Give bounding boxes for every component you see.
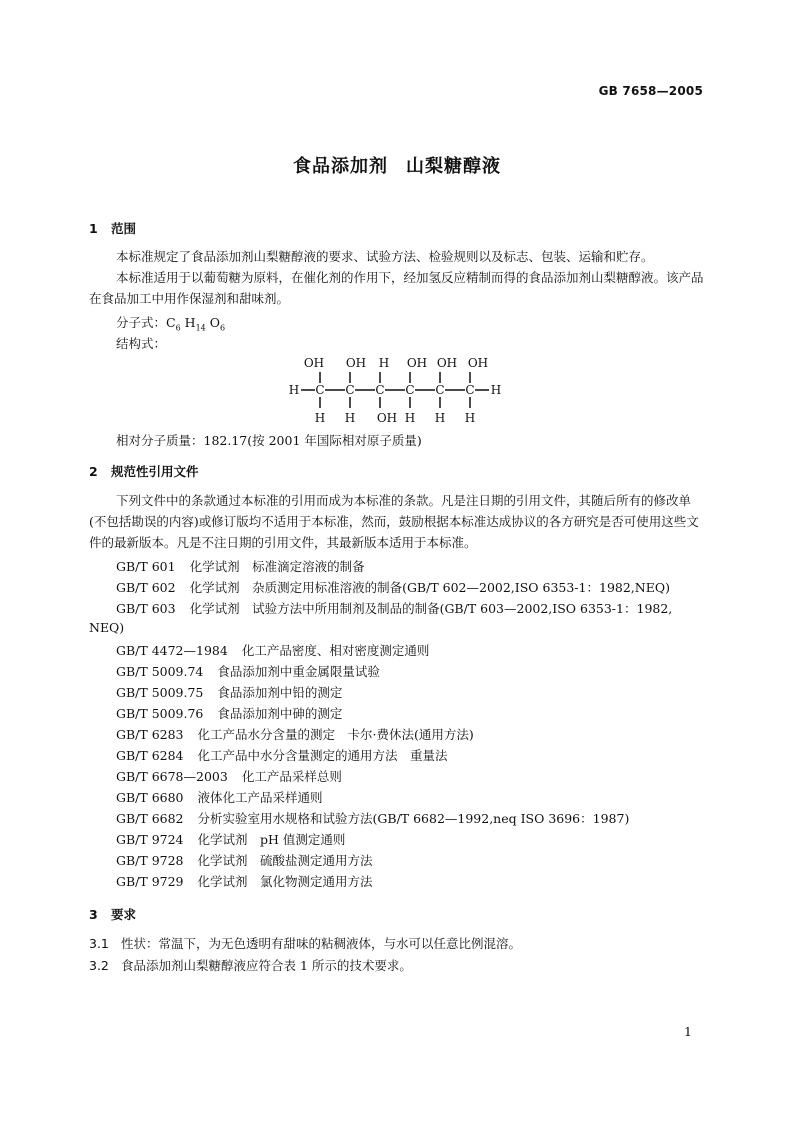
reference-item: GB/T 9728 化学试剂 硫酸盐测定通用方法 [116, 853, 373, 868]
bottom-group-2: H [344, 411, 356, 425]
reference-item: GB/T 5009.76 食品添加剂中砷的测定 [116, 706, 343, 721]
document-title [0, 152, 794, 178]
top-group-6: OH [467, 356, 489, 370]
carbon-3: C [375, 383, 385, 397]
bottom-group-6: H [464, 411, 476, 425]
reference-item: GB/T 602 化学试剂 杂质测定用标准溶液的制备(GB/T 602—2002,ISO 6353-1：1982,NEQ) [116, 580, 670, 595]
reference-item: GB/T 6680 液体化工产品采样通则 [116, 790, 323, 805]
carbon-2: C [345, 383, 355, 397]
section1-p2-text: 本标准适用于以葡萄糖为原料，在催化剂的作用下，经加氢反应精制而得的食品添加剂山梨糖醇液。该产品在食品加工中用作保湿剂和甜味剂。 [89, 270, 704, 306]
chain-left-h: H [288, 383, 300, 397]
section2-title: 规范性引用文件 [111, 464, 199, 479]
reference-item: GB/T 601 化学试剂 标准滴定溶液的制备 [116, 559, 365, 574]
carbon-4: C [405, 383, 415, 397]
structure-label: 结构式： [116, 336, 167, 351]
reference-item-continuation: NEQ) [89, 620, 125, 635]
carbon-5: C [435, 383, 445, 397]
title-part2: 山梨糖醇液 [406, 156, 501, 177]
reference-item: GB/T 6682 分析实验室用水规格和试验方法(GB/T 6682—1992,neq ISO 3696：1987) [116, 811, 630, 826]
reference-item: GB/T 6678—2003 化工产品采样总则 [116, 769, 342, 784]
structural-formula [280, 352, 520, 430]
top-group-1: OH [303, 356, 325, 370]
reference-item: GB/T 9729 化学试剂 氯化物测定通用方法 [116, 874, 373, 889]
carbon-6: C [465, 383, 475, 397]
reference-item: GB/T 5009.75 食品添加剂中铅的测定 [116, 685, 343, 700]
section2-intro-text: 下列文件中的条款通过本标准的引用而成为本标准的条款。凡是注日期的引用文件，其随后所有的修改单(不包括勘误的内容)或修订版均不适用于本标准，然而，鼓励根据本标准达成协议的各方研究是否可使用这些文件的最新版本。凡是不注日期的引用文件，其最新版本适用于本标准。 [89, 493, 699, 550]
section1-p1-text: 本标准规定了食品添加剂山梨糖醇液的要求、试验方法、检验规则以及标志、包装、运输和贮存。 [116, 249, 654, 264]
section2-intro [89, 490, 705, 553]
top-group-2: OH [345, 356, 367, 370]
reference-item: GB/T 6284 化工产品中水分含量测定的通用方法 重量法 [116, 748, 448, 763]
section2-heading [89, 462, 199, 480]
bottom-group-3: OH [376, 411, 398, 425]
requirement-item: 3.2 食品添加剂山梨糖醇液应符合表 1 所示的技术要求。 [89, 958, 412, 973]
title-part1: 食品添加剂 [293, 156, 388, 177]
section3-title: 要求 [111, 907, 137, 922]
section2-number: 2 [89, 464, 98, 479]
carbon-1: C [315, 383, 325, 397]
reference-item: GB/T 603 化学试剂 试验方法中所用制剂及制品的制备(GB/T 603—2002,ISO 6353-1：1982, [116, 601, 673, 616]
reference-item: GB/T 5009.74 食品添加剂中重金属限量试验 [116, 664, 380, 679]
top-group-5: OH [436, 356, 458, 370]
section3-heading [89, 905, 136, 923]
section3-number: 3 [89, 907, 98, 922]
chain-right-h: H [490, 383, 502, 397]
section1-paragraph2 [89, 267, 705, 309]
molecular-mass: 相对分子质量：182.17(按 2001 年国际相对原子质量) [116, 433, 422, 448]
requirement-item: 3.1 性状：常温下，为无色透明有甜味的粘稠液体，与水可以任意比例混溶。 [89, 936, 522, 951]
section1-paragraph1 [89, 246, 705, 267]
standard-code: GB 7658—2005 [598, 84, 703, 98]
molecular-formula: 分子式：$C_6$ $H_{14}$ $O_6$ [116, 315, 226, 333]
bottom-group-5: H [434, 411, 446, 425]
page-number: 1 [684, 1024, 692, 1039]
structural-formula-svg [280, 352, 520, 430]
section1-heading [89, 219, 136, 237]
section1-title: 范围 [111, 221, 137, 236]
bottom-group-1: H [314, 411, 326, 425]
reference-item: GB/T 6283 化工产品水分含量的测定 卡尔·费休法(通用方法) [116, 727, 474, 742]
section1-number: 1 [89, 221, 98, 236]
top-group-4: OH [406, 356, 428, 370]
reference-item: GB/T 4472—1984 化工产品密度、相对密度测定通则 [116, 643, 430, 658]
reference-item: GB/T 9724 化学试剂 pH 值测定通则 [116, 832, 346, 847]
top-group-3: H [378, 356, 390, 370]
bottom-group-4: H [404, 411, 416, 425]
